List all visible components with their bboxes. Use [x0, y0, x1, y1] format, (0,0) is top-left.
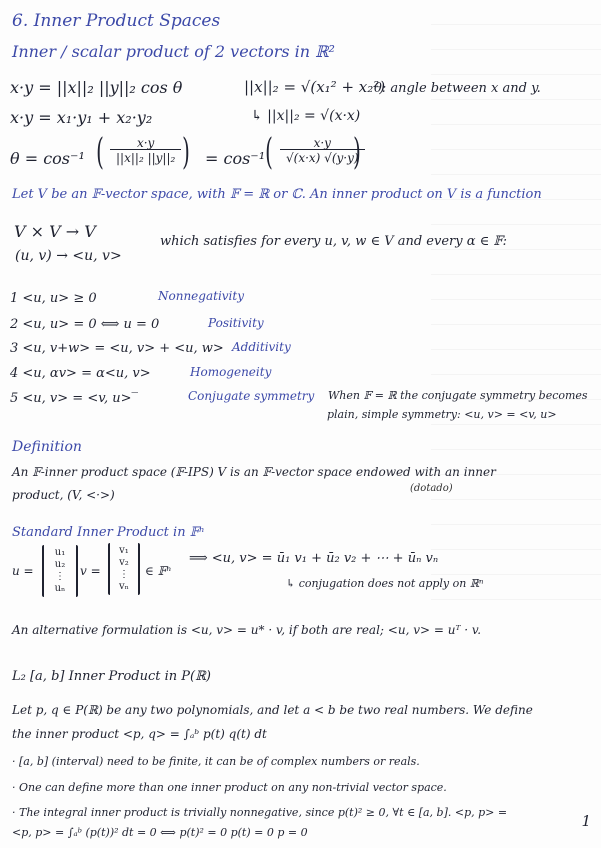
- fraction-2-denominator: √(x·x) √(y·y): [280, 149, 365, 164]
- left-paren-2: (: [265, 132, 273, 173]
- l2-intro: Let p, q ∈ P(ℝ) be any two polynomials, and let a < b be two real numbers. We define: [12, 703, 533, 717]
- equation-norm-alt: ↳ ||x||₂ = √(x·x): [251, 108, 361, 124]
- right-paren-2: ): [353, 132, 361, 173]
- conjugate-note-2: plain, simple symmetry: <u, v> = <v, u>: [327, 408, 557, 421]
- in-fn: ∈ 𝔽ⁿ: [145, 564, 172, 578]
- l2-integral: the inner product <p, q> = ∫ₐᵇ p(t) q(t) dt: [12, 727, 267, 741]
- standard-note: ↳ conjugation does not apply on ℝⁿ: [286, 577, 484, 590]
- v-component-2: v₂: [119, 557, 129, 568]
- page-number: 1: [581, 812, 591, 830]
- alternative-formulation: An alternative formulation is <u, v> = u* · v, if both are real; <u, v> = uᵀ · v.: [12, 623, 482, 637]
- u-component-4: uₙ: [54, 583, 66, 594]
- fraction-1-denominator: ||x||₂ ||y||₂: [110, 149, 181, 164]
- v-component-3: ⋮: [119, 569, 129, 580]
- intro-heading: Inner / scalar product of 2 vectors in ℝ²: [12, 42, 335, 61]
- property-2-formula: 2 <u, u> = 0 ⟺ u = 0: [10, 317, 160, 332]
- page-title: 6. Inner Product Spaces: [12, 11, 221, 31]
- property-5-formula: 5 <u, v> = <v, u>‾: [10, 391, 139, 406]
- equation-dot-product-cos: x·y = ||x||₂ ||y||₂ cos θ: [10, 78, 183, 97]
- fraction-1: [110, 137, 181, 164]
- definition-note: (dotado): [410, 483, 453, 494]
- property-3-label: Additivity: [232, 340, 291, 354]
- theta-expression-label: θ = cos⁻¹: [10, 149, 85, 168]
- property-2-label: Positivity: [208, 316, 264, 330]
- map-line-2: (u, v) → <u, v>: [15, 248, 122, 264]
- bullet-4: <p, p> = ∫ₐᵇ (p(t))² dt = 0 ⟺ p(t)² = 0 p(t) = 0 p = 0: [12, 826, 308, 839]
- definition-text-1: An 𝔽-inner product space (𝔽-IPS) V is an 𝔽-vector space endowed with an inner: [12, 465, 496, 479]
- standard-formula: ⟹ <u, v> = ū₁ v₁ + ū₂ v₂ + ⋯ + ūₙ vₙ: [189, 551, 439, 566]
- u-component-2: u₂: [54, 559, 66, 570]
- equation-norm: ||x||₂ = √(x₁² + x₂²): [244, 78, 386, 96]
- fraction-2-numerator: x·y: [313, 136, 331, 150]
- property-4-formula: 4 <u, αv> = α<u, v>: [10, 366, 151, 381]
- l2-heading: L₂ [a, b] Inner Product in P(ℝ): [12, 669, 211, 684]
- u-vector: [42, 545, 78, 597]
- v-vector: [108, 543, 140, 595]
- definition-intro: Let V be an 𝔽-vector space, with 𝔽 = ℝ or ℂ. An inner product on V is a function: [12, 187, 542, 202]
- u-component-3: ⋮: [55, 571, 65, 582]
- map-line-1: V × V → V: [14, 222, 96, 241]
- right-paren-1: ): [182, 132, 190, 173]
- property-4-label: Homogeneity: [190, 365, 272, 379]
- bullet-1: · [a, b] (interval) need to be finite, it can be of complex numbers or reals.: [12, 755, 420, 768]
- property-3-formula: 3 <u, v+w> = <u, v> + <u, w>: [10, 341, 224, 356]
- property-5-label: Conjugate symmetry: [188, 389, 315, 403]
- left-paren-1: (: [96, 132, 104, 173]
- map-text: which satisfies for every u, v, w ∈ V and every α ∈ 𝔽:: [160, 234, 508, 249]
- u-label: u =: [12, 564, 34, 578]
- property-1-formula: 1 <u, u> ≥ 0: [10, 291, 97, 306]
- v-component-1: v₁: [119, 545, 129, 556]
- definition-heading: Definition: [12, 439, 82, 455]
- equation-component-product: x·y = x₁·y₁ + x₂·y₂: [10, 108, 153, 127]
- theta-equals: = cos⁻¹: [205, 149, 266, 168]
- theta-note: θ: angle between x and y.: [374, 81, 541, 96]
- definition-text-2: product, (V, <·>): [12, 488, 115, 502]
- bullet-2: · One can define more than one inner product on any non-trivial vector space.: [12, 781, 447, 794]
- fraction-1-numerator: x·y: [136, 136, 155, 150]
- u-component-1: u₁: [54, 547, 66, 558]
- property-1-label: Nonnegativity: [158, 289, 244, 303]
- bullet-3: · The integral inner product is trivially nonnegative, since p(t)² ≥ 0, ∀t ∈ [a, b]. <p, p> =: [12, 806, 508, 819]
- fraction-2: [280, 137, 365, 164]
- v-label: v =: [80, 564, 101, 578]
- v-component-4: vₙ: [119, 581, 129, 592]
- standard-heading: Standard Inner Product in 𝔽ⁿ: [12, 525, 205, 540]
- conjugate-note-1: When 𝔽 = ℝ the conjugate symmetry becomes: [328, 389, 588, 402]
